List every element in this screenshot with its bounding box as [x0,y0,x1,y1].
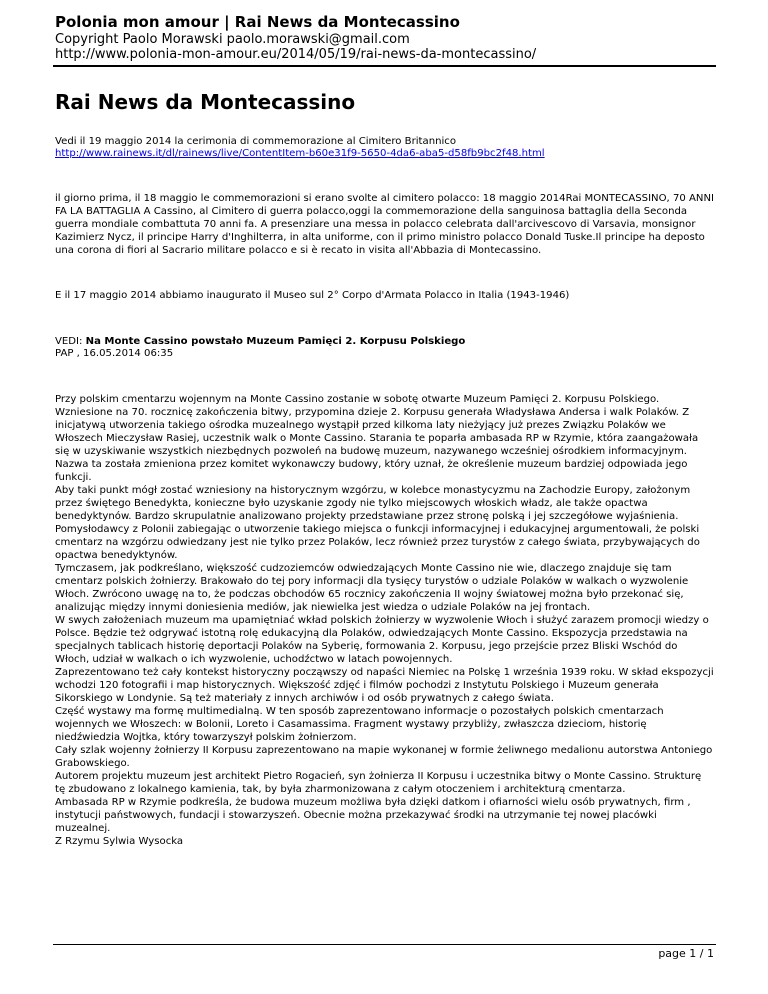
copyright-line: Copyright Paolo Morawski paolo.morawski@gmail.com [55,32,410,47]
polish-article-body [55,393,714,848]
body-paragraph: Autorem projektu muzeum jest architekt Pietro Rogacień, syn żołnierza II Korpusu i uczestnika bitwy o Monte Cassino. Strukturę tę zbudowano z lokalnego kamienia, tak, by była zharmonizowana z całym otoczeniem i architekturą cmentarza. [55,771,702,795]
article-title: Rai News da Montecassino [55,90,356,114]
author-signature: Z Rzymu Sylwia Wysocka [55,836,184,847]
rainews-link-line [55,147,714,160]
rainews-link[interactable]: http://www.rainews.it/dl/rainews/live/ContentItem-b60e31f9-5650-4da6-aba5-d58fb9bc2f48.html [55,148,545,159]
body-paragraph: Cały szlak wojenny żołnierzy II Korpusu zaprezentowano na mapie wykonanej w formie żeliwnego medalionu autorstwa Antoniego Grabowskiego. [55,745,713,769]
body-paragraph: Przy polskim cmentarzu wojennym na Monte Cassino zostanie w sobotę otwarte Muzeum Pamięci 2. Korpusu Polskiego. Wzniesione na 70. rocznicę zakończenia bitwy, przypomina dzieje 2. Korpusu generała Władysława Andersa i walk Polaków. Z inicjatywą utworzenia takiego ośrodka muzealnego wystąpił przed kilkoma laty nieżyjący już prezes Związku Polaków we Włoszech Mieczysław Rasiej, uczestnik walk o Monte Cassino. Starania te poparła ambasada RP w Rzymie, która zaangażowała się w uzyskiwanie wszystkich niezbędnych pozwoleń na budowę muzeum, nazywanego wcześniej ośrodkiem informacyjnym. Nazwa ta została zmieniona przez komitet wykonawczy budowy, który uznał, że określenie muzeum bardziej odpowiada jego funkcji. [55,394,699,483]
body-paragraph: W swych założeniach muzeum ma upamiętniać wkład polskich żołnierzy w wyzwolenie Włoch i służyć zarazem promocji wiedzy o Polsce. Będzie też odgrywać istotną rolę edukacyjną dla Polaków, odwiedzających Monte Cassino. Ekspozycja przedstawia na specjalnych tablicach historię deportacji Polaków na Syberię, formowania 2. Korpusu, jego przejście przez Bliski Wschód do Włoch, udział w walkach o ich wyzwolenie, uchodźctwo w latach powojennych. [55,615,709,665]
body-paragraph: Pomysłodawcy z Polonii zabiegając o utworzenie takiego miejsca o funkcji informacyjnej i edukacyjnej argumentowali, że polski cmentarz na wzgórzu odwiedzany jest nie tylko przez Polaków, lecz również przez turystów z całego świata, przybywających do opactwa benedyktynów. [55,524,700,561]
page-number: page 1 / 1 [658,947,714,960]
body-paragraph: Tymczasem, jak podkreślano, większość cudzoziemców odwiedzających Monte Cassino nie wie, dlaczego znajduje się tam cmentarz polskich żołnierzy. Brakowało do tej pory informacji dla tysięcy turystów o udziale Polaków w walkach o wyzwolenie Włoch. Zwrócono uwagę na to, że podczas obchodów 65 rocznicy zakończenia II wojny światowej można było przekonać się, analizując między innymi doniesienia mediów, jak niewielka jest wiedza o udziale Polaków na jej frontach. [55,563,689,613]
vedi-source: PAP , 16.05.2014 06:35 [55,348,174,359]
intro-text: Vedi il 19 maggio 2014 la cerimonia di commemorazione al Cimitero Britannico [55,136,457,147]
source-url: http://www.polonia-mon-amour.eu/2014/05/19/rai-news-da-montecassino/ [55,47,537,62]
italian-paragraph: il giorno prima, il 18 maggio le commemorazioni si erano svolte al cimitero polacco: 18 maggio 2014Rai MONTECASSINO, 70 ANNI FA LA BATTAGLIA A Cassino, al Cimitero di guerra polacco,oggi la commemorazione della sanguinosa battaglia della Seconda guerra mondiale combattuta 70 anni fa. A presenziare una messa in polacco celebrata dall'arcivescovo di Varsavia, monsignor Kazimierz Nycz, il principe Harry d'Inghilterra, in alta uniforme, con il primo ministro polacco Donald Tuske.Il principe ha deposto una corona di fiori al Sacrario militare polacco e si è recato in visita all'Abbazia di Montecassino. [55,193,715,256]
body-paragraph: Ambasada RP w Rzymie podkreśla, że budowa muzeum możliwa była dzięki datkom i ofiarności wielu osób prywatnych, firm , instytucji państwowych, fundacji i stowarzyszeń. Obecnie można przekazywać środki na utrzymanie tej nowej placówki muzealnej. [55,797,691,834]
museum-line: E il 17 maggio 2014 abbiamo inaugurato il Museo sul 2° Corpo d'Armata Polacco in Italia (1943-1946) [55,290,570,301]
site-title: Polonia mon amour | Rai News da Montecassino [55,13,460,31]
footer-divider [53,944,716,945]
vedi-headline: Na Monte Cassino powstało Muzeum Pamięci 2. Korpusu Polskiego [85,336,466,347]
body-paragraph: Aby taki punkt mógł zostać wzniesiony na historycznym wzgórzu, w kolebce monastycyzmu na Zachodzie Europy, założonym przez świętego Benedykta, konieczne było uzyskanie zgody nie tylko miejscowych włoskich władz, ale także opactwa benedyktynów. Bardzo skrupulatnie analizowano projekty przedstawiane przez stronę polską i jej szczegółowe wyjaśnienia. [55,485,691,522]
header-divider [53,65,716,67]
body-paragraph: Zaprezentowano też cały kontekst historyczny począwszy od napaści Niemiec na Polskę 1 września 1939 roku. W skład ekspozycji wchodzi 120 fotografii i map historycznych. Większość zdjęć i filmów pochodzi z Instytutu Polskiego i Muzeum generała Sikorskiego w Londynie. Są też materiały z innych archiwów i od osób prywatnych z całego świata. [55,667,714,704]
vedi-label: VEDI: [55,336,86,347]
body-paragraph: Część wystawy ma formę multimedialną. W ten sposób zaprezentowano informacje o pozostałych polskich cmentarzach wojennych we Włoszech: w Bolonii, Loreto i Casamassima. Fragment wystawy przybliży, zwłaszcza dzieciom, historię niedźwiedzia Wojtka, który towarzyszył polskim żołnierzom. [55,706,664,743]
